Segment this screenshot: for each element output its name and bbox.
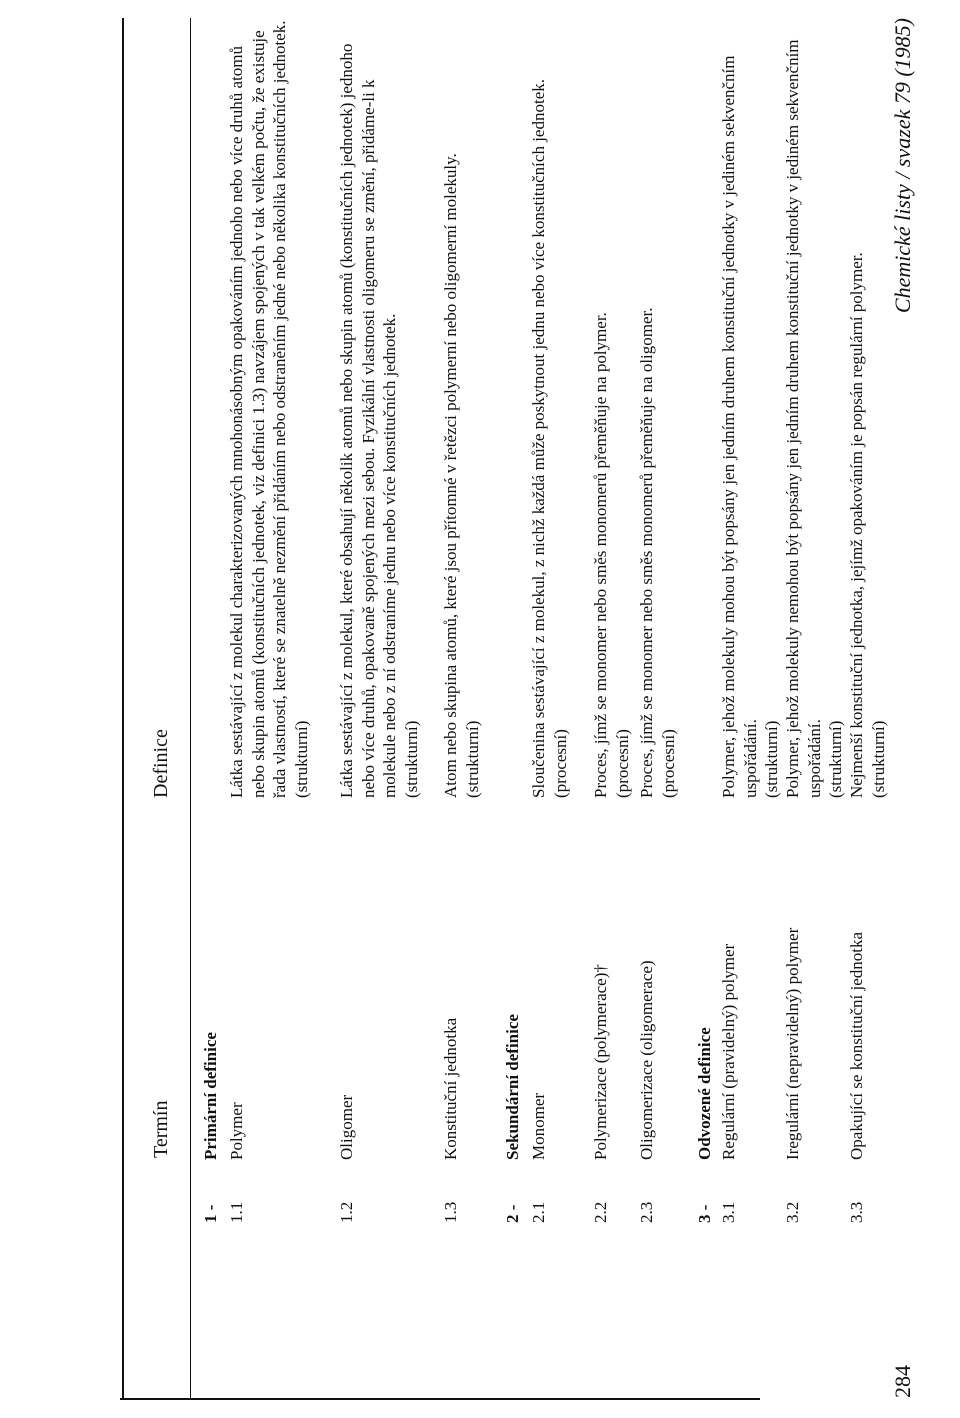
entry-term: Polymerizace (polymerace)† — [591, 964, 610, 1160]
entry-definition — [528, 18, 571, 798]
section-title: Sekundární definice — [503, 1014, 522, 1160]
entry-definition — [226, 18, 312, 798]
definition-type-tag: (strukturní) — [762, 720, 782, 798]
section-number: 3 - — [695, 1204, 714, 1223]
definition-type-tag: (strukturní) — [462, 720, 482, 798]
entry-definition — [440, 18, 483, 798]
entry-term: Iregulární (nepravidelný) polymer — [783, 927, 802, 1160]
definition-text: Látka sestávající z molekul, které obsahují několik atomů nebo skupin atomů (konstitučních jednotek) jednoho nebo více druhů, opakovaně spojených mezi sebou. Fyzikální vlastnosti oligomeru se změní, přidáme-li k molekule nebo z ní odstraníme jednu nebo více konstitučních jednotek. — [337, 43, 400, 798]
section-title: Odvozené definice — [695, 1027, 714, 1160]
section-heading — [502, 0, 524, 1418]
entry-definition — [590, 18, 633, 798]
definition-text: Polymer, jehož molekuly mohou být popsány jen jedním druhem konstituční jednotky v jediném sekvenčním uspořádání. — [719, 55, 760, 798]
entry-number: 3.1 — [719, 1201, 738, 1223]
entry-definition — [718, 18, 783, 798]
entry-definition — [336, 18, 422, 798]
entry-number: 1.1 — [227, 1201, 246, 1223]
entry-term: Regulární (pravidelný) polymer — [719, 943, 738, 1160]
definition-type-tag: (procesní) — [658, 729, 678, 798]
entry-definition — [846, 18, 889, 798]
column-header-definition: Definice — [150, 729, 172, 798]
column-header-term: Termín — [150, 1100, 172, 1158]
definition-type-tag: (strukturní) — [291, 720, 311, 798]
section-title: Primární definice — [201, 1032, 220, 1160]
entry-term: Polymer — [227, 1102, 246, 1160]
entry-term: Oligomer — [337, 1094, 356, 1160]
definition-type-tag: (procesní) — [612, 729, 632, 798]
entry-term: Oligomerizace (oligomerace) — [637, 960, 656, 1160]
entry-number: 2.2 — [591, 1201, 610, 1223]
definition-text: Sloučenina sestávající z molekul, z nichž každá může poskytnout jednu nebo více konstitučních jednotek. — [529, 79, 548, 798]
definition-text: Atom nebo skupina atomů, které jsou přítomné v řetězci polymerní nebo oligomerní molekuly. — [441, 153, 460, 798]
journal-citation: Chemické listy / svazek 79 (1985) — [890, 18, 915, 314]
section-heading — [200, 0, 222, 1418]
entry-term: Konstituční jednotka — [441, 1017, 460, 1160]
definition-text: Látka sestávající z molekul charakterizovaných mnohonásobným opakováním jednoho nebo více druhů atomů nebo skupin atomů (konstitučních jednotek, viz definici 1.3) navzájem spojených v tak velkém počtu, že existuje řada vlastností, které se znatelně nezmění přidáním nebo odstraněním jedné nebo několika konstitučních jednotek. — [227, 20, 290, 798]
entry-number: 3.2 — [783, 1201, 802, 1223]
section-number: 1 - — [201, 1204, 220, 1223]
definition-text: Proces, jímž se monomer nebo směs monomerů přeměňuje na oligomer. — [637, 307, 656, 798]
table-header-rule — [190, 18, 191, 1398]
entry-definition — [636, 18, 679, 798]
definition-type-tag: (strukturní) — [401, 720, 421, 798]
entry-term: Monomer — [529, 1092, 548, 1160]
table-top-rule — [122, 18, 124, 1398]
entry-number: 3.3 — [847, 1201, 866, 1223]
section-number: 2 - — [503, 1204, 522, 1223]
entry-number: 1.3 — [441, 1201, 460, 1223]
entry-number: 2.3 — [637, 1201, 656, 1223]
entry-definition — [782, 18, 847, 798]
entry-term: Opakující se konstituční jednotka — [847, 931, 866, 1160]
definition-type-tag: (strukturní) — [826, 720, 846, 798]
definition-type-tag: (procesní) — [550, 729, 570, 798]
definition-text: Proces, jímž se monomer nebo směs monomerů přeměňuje na polymer. — [591, 312, 610, 798]
definition-text: Nejmenší konstituční jednotka, jejímž opakováním je popsán regulární polymer. — [847, 252, 866, 798]
definition-text: Polymer, jehož molekuly nemohou být popsány jen jedním druhem konstituční jednotky v jediném sekvenčním uspořádání. — [783, 39, 824, 798]
definition-type-tag: (strukturní) — [868, 720, 888, 798]
page-number: 284 — [890, 1365, 915, 1398]
entry-number: 2.1 — [529, 1201, 548, 1223]
section-heading — [694, 0, 716, 1418]
entry-number: 1.2 — [337, 1201, 356, 1223]
